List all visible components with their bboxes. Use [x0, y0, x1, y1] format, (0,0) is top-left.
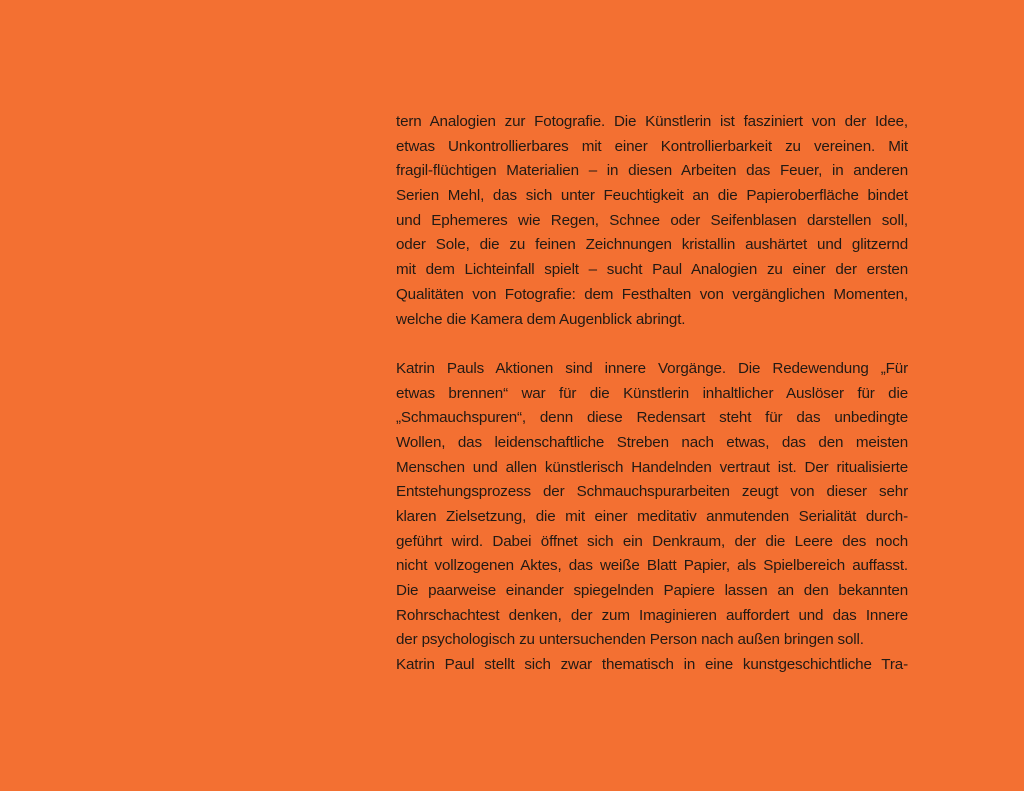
text-line: fragil-flüchtigen Materialien – in diesen Arbeiten das Feuer, in anderen — [396, 162, 908, 180]
text-line: Katrin Paul stellt sich zwar thematisch in eine kunstgeschichtliche Tra- — [396, 656, 908, 674]
paragraph-1 — [396, 110, 908, 332]
text-line: tern Analogien zur Fotografie. Die Künstlerin ist fasziniert von der Idee, — [396, 113, 908, 130]
text-line: welche die Kamera dem Augenblick abringt. — [396, 310, 686, 328]
text-line: Katrin Pauls Aktionen sind innere Vorgänge. Die Redewendung „Für — [396, 359, 908, 377]
text-line: Menschen und allen künstlerisch Handelnden vertraut ist. Der ritualisierte — [396, 458, 908, 476]
text-line: Die paarweise einander spiegelnden Papiere lassen an den bekannten — [396, 582, 908, 600]
paragraph-2 — [396, 357, 908, 678]
text-line: Serien Mehl, das sich unter Feuchtigkeit an die Papieroberfläche bindet — [396, 187, 908, 205]
text-line: Wollen, das leidenschaftliche Streben nach etwas, das den meisten — [396, 433, 908, 451]
text-line: „Schmauchspuren“, denn diese Redensart steht für das unbedingte — [396, 409, 908, 427]
text-line: Rohrschachtest denken, der zum Imaginieren auffordert und das Innere — [396, 606, 908, 624]
text-line: oder Sole, die zu feinen Zeichnungen kristallin aushärtet und glitzernd — [396, 236, 908, 254]
text-line: der psychologisch zu untersuchenden Person nach außen bringen soll. — [396, 631, 864, 649]
paragraph-spacer — [396, 332, 908, 357]
text-line: etwas Unkontrollierbares mit einer Kontrollierbarkeit zu vereinen. Mit — [396, 137, 908, 155]
text-line: etwas brennen“ war für die Künstlerin inhaltlicher Auslöser für die — [396, 384, 908, 402]
text-line: nicht vollzogenen Aktes, das weiße Blatt Papier, als Spielbereich auffasst. — [396, 557, 908, 575]
text-line: und Ephemeres wie Regen, Schnee oder Seifenblasen darstellen soll, — [396, 211, 908, 229]
text-line: Entstehungsprozess der Schmauchspurarbeiten zeugt von dieser sehr — [396, 483, 908, 501]
text-line: mit dem Lichteinfall spielt – sucht Paul Analogien zu einer der ersten — [396, 261, 908, 279]
text-line: geführt wird. Dabei öffnet sich ein Denkraum, der die Leere des noch — [396, 532, 908, 550]
body-text-column — [396, 110, 908, 678]
text-line: Qualitäten von Fotografie: dem Festhalten von vergänglichen Momenten, — [396, 285, 908, 303]
text-line: klaren Zielsetzung, die mit einer meditativ anmutenden Serialität durch- — [396, 508, 908, 525]
